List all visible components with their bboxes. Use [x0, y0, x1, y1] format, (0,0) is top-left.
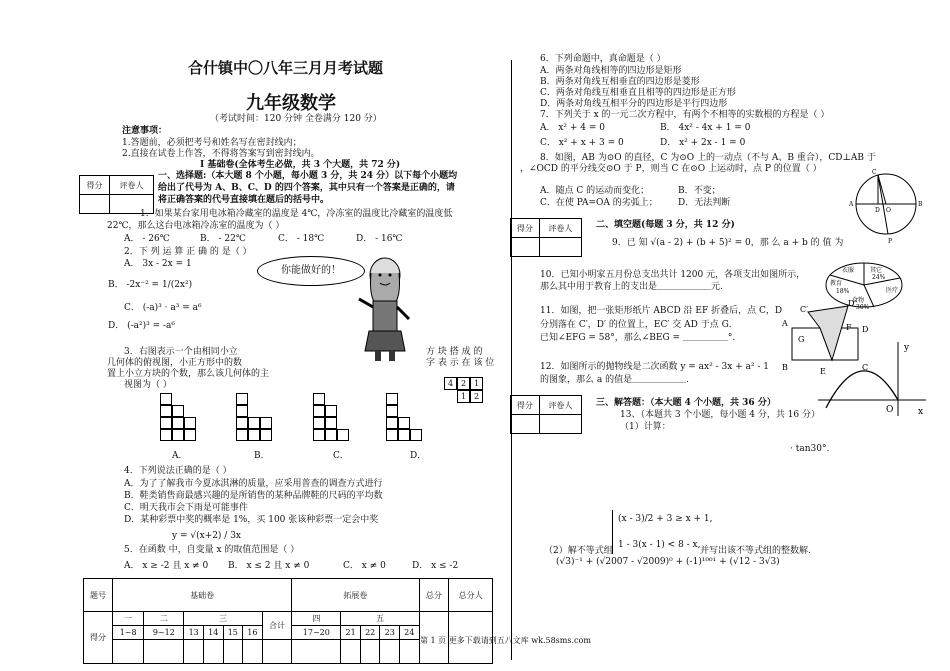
score-input-cell[interactable] — [360, 640, 380, 664]
pie-label: 30% — [856, 304, 870, 310]
grader-label: 评卷人 — [539, 396, 581, 415]
table-col: 21 — [341, 626, 361, 640]
table-col: 9~12 — [144, 626, 184, 640]
score-input-cell[interactable] — [341, 640, 361, 664]
circle-label: B — [918, 201, 923, 208]
score-input-cell[interactable] — [262, 640, 292, 664]
table-col: 16 — [243, 626, 263, 640]
page-footer: 第 1 页 更多下载请到五八文库 wk.58sms.com — [420, 636, 591, 645]
top-view-cell: 2 — [470, 390, 483, 403]
score-label: 得分 — [80, 176, 110, 195]
part1-heading: Ⅰ 基础卷(全体考生必做，共 3 个大题，共 72 分) — [200, 160, 401, 170]
q8-option-b: B．不变； — [678, 186, 721, 196]
table-header-basic: 基础卷 — [113, 579, 292, 612]
q1-line1: 1．如果某台家用电冰箱冷藏室的温度是 4℃，冷冻室的温度比冷藏室的温度低 — [140, 209, 453, 219]
table-col: 14 — [203, 626, 223, 640]
score-input-cell[interactable] — [399, 640, 419, 664]
q6-stem: 6．下列命题中，真命题是（ ） — [540, 54, 666, 64]
q3-right1: 方 块 搭 成 的 — [426, 347, 483, 357]
grader-label: 评卷人 — [539, 219, 581, 238]
axis-label: x — [918, 407, 924, 417]
q8-line1: 8．如图，AB 为⊙O 的直径，C 为⊙O 上的一动点（不与 A、B 重合），CD⊥AB 于 — [540, 153, 876, 163]
q4-option-b: B．鞋类销售商最感兴趣的是所销售的某种品牌鞋的尺码的平均数 — [124, 491, 383, 501]
score-box-sec3 — [510, 395, 582, 434]
pie-label: 衣服 — [842, 267, 855, 274]
table-col: 1~8 — [113, 626, 144, 640]
table-col: 13 — [184, 626, 204, 640]
top-view-cell: 4 — [444, 377, 457, 390]
sec1-line3: 将正确答案的代号直接填在题后的括号中。 — [158, 195, 330, 205]
grader-cell[interactable] — [539, 238, 581, 257]
q13-line2: （1）计算： — [620, 422, 671, 432]
q8-line2: ，∠OCD 的平分线交⊙O 于 P，则当 C 在⊙O 上运动时，点 P 的位置（ ） — [520, 164, 822, 174]
q5-stem: 5．在函数 中，自变量 x 的取值范围是（ ） — [124, 545, 300, 555]
sec3-heading: 三、解答题：（本大题 4 个小题，共 36 分） — [596, 398, 776, 408]
q3-option-c: C． — [333, 451, 349, 461]
score-cell[interactable] — [511, 238, 540, 257]
school-title: 合什镇中〇八年三月月考试题 — [188, 59, 384, 77]
q1-option-b: B． - 22℃ — [200, 234, 246, 244]
q1-option-a: A． - 26℃ — [124, 234, 170, 244]
q5-option-b: B． x ≤ 2 且 x ≠ 0 — [228, 561, 310, 571]
q3-option-d: D． — [410, 451, 427, 461]
q13-part2-label: （2）解不等式组 — [544, 546, 613, 556]
sec1-line2: 给出了代号为 A、B、C、D 的四个答案，其中只有一个答案是正确的，请 — [158, 183, 455, 193]
q10-line1: 10．已知小明家五月份总支出共计 1200 元，各项支出如图所示， — [540, 270, 806, 280]
table-col: 23 — [380, 626, 400, 640]
grader-cell[interactable] — [539, 415, 581, 434]
q3-line4: 视图为（ ） — [124, 380, 172, 390]
top-view-cell: 1 — [457, 390, 470, 403]
score-input-cell[interactable] — [223, 640, 243, 664]
q13-system-line2: 1 - 3(x - 1) < 8 - x, — [618, 540, 701, 550]
score-box-sec2 — [510, 218, 582, 257]
note-1: 1.答题前，必须把考号和姓名写在密封线内； — [122, 138, 302, 148]
table-section: 五 — [341, 612, 419, 626]
circle-label: P — [888, 238, 893, 245]
score-cell[interactable] — [80, 195, 110, 214]
notes-heading: 注意事项： — [122, 126, 168, 136]
q7-option-c: C． x² + x + 3 = 0 — [540, 138, 624, 148]
q5-option-d: D． x ≤ -2 — [412, 561, 459, 571]
circle-label: O — [886, 207, 891, 214]
q13-part2-tail: 并写出该不等式组的整数解. — [700, 546, 811, 556]
pie-label: 医疗 — [886, 287, 899, 294]
score-label: 得分 — [511, 219, 540, 238]
q2-option-c: C． (-a)³ · a³ = a⁶ — [124, 303, 202, 313]
q8-option-c: C．在使 PA=OA 的劣弧上； — [540, 198, 658, 208]
table-section: 一 — [113, 612, 144, 626]
score-input-cell[interactable] — [243, 640, 263, 664]
score-input-cell[interactable] — [144, 640, 184, 664]
q3-line3: 置上小立方块的个数，那么该几何体的主 — [107, 369, 270, 379]
q4-option-c: C．明天我市会下雨是可能事件 — [124, 503, 248, 513]
circle-label: D — [875, 207, 880, 214]
q2-option-a: A． 3x - 2x = 1 — [124, 259, 192, 269]
sec1-line1: 一、选择题:（本大题 8 个小题，每小题 3 分，共 24 分）以下每个小题均 — [158, 171, 458, 181]
sec2-heading: 二、填空题(每题 3 分，共 12 分) — [596, 220, 735, 230]
table-section: 二 — [144, 612, 184, 626]
q3-line1: 3．右图表示一个由相同小立 — [124, 347, 238, 357]
note-2: 2.直接在试卷上作答，不得将答案写到密封线内。 — [122, 149, 320, 159]
score-input-cell[interactable] — [380, 640, 400, 664]
speech-text: 你能做好的！ — [281, 265, 341, 276]
grader-label: 评卷人 — [109, 176, 153, 195]
q8-option-d: D．无法判断 — [678, 198, 731, 208]
q4-option-a: A．为了了解我市今夏冰淇淋的质量，应采用普查的调查方式进行 — [124, 479, 383, 489]
fold-label: D — [862, 325, 869, 334]
q6-option-d: D．两条对角线互相平分的四边形是平行四边形 — [540, 99, 728, 109]
exam-info: （考试时间：120 分钟 全卷满分 120 分） — [210, 114, 382, 124]
fold-label: C — [862, 363, 869, 372]
q5-option-a: A． x ≥ -2 且 x ≠ 0 — [124, 561, 209, 571]
q7-stem: 7．下列关于 x 的一元二次方程中，有两个不相等的实数根的方程是（ ） — [540, 110, 830, 120]
table-section: 三 — [184, 612, 262, 626]
parabola-figure — [818, 340, 928, 418]
q3-right2: 字 表 示 在 该 位 — [426, 358, 495, 368]
fold-label: A — [782, 319, 788, 328]
column-divider — [511, 60, 512, 660]
table-col: 15 — [223, 626, 243, 640]
q6-option-a: A．两条对角线相等的四边形是矩形 — [540, 66, 682, 76]
table-section: 合计 — [262, 612, 292, 640]
score-input-cell[interactable] — [292, 640, 341, 664]
pie-label: 其它 — [870, 267, 883, 274]
circle-figure — [848, 166, 928, 246]
q13-line1: 13、（本题共 3 个小题，每小题 4 分，共 16 分） — [620, 410, 821, 420]
table-header-total: 总分 — [419, 579, 449, 612]
pie-label: 教育 — [830, 280, 843, 287]
q1-line2: 22℃，那么这台电冰箱冷冻室的温度为（ ） — [107, 221, 285, 231]
q7-option-d: D． x² + 2x - 1 = 0 — [660, 138, 746, 148]
table-col: 24 — [399, 626, 419, 640]
table-col: 17~20 — [292, 626, 341, 640]
fold-label: B — [782, 363, 788, 372]
q6-option-c: C．两条对角线互相垂直且相等的四边形是正方形 — [540, 88, 736, 98]
axis-label: O — [886, 405, 894, 415]
table-header-ext: 拓展卷 — [292, 579, 419, 612]
circle-label: C — [872, 169, 877, 176]
fold-label: G — [798, 335, 805, 344]
q4-stem: 4．下列说法正确的是（ ） — [124, 466, 232, 476]
top-view-cell: 1 — [470, 377, 483, 390]
speech-bubble — [257, 256, 365, 286]
q11-line3: 已知∠EFG = 58°，那么∠BEG = ＿＿＿＿＿°. — [540, 333, 736, 343]
q1-option-c: C． - 18℃ — [278, 234, 325, 244]
fold-label: D′ — [848, 299, 857, 308]
fold-label: C′ — [800, 305, 808, 314]
q13-formula: · tan30°． — [790, 444, 836, 454]
q1-option-d: D． - 16℃ — [356, 234, 403, 244]
q11-line2: 分别落在 C′，D′ 的位置上，EC′ 交 AD 于点 G． — [540, 320, 738, 330]
pie-label: 18% — [836, 288, 850, 295]
q4-option-d: D．某种彩票中奖的概率是 1%，买 100 张该种彩票一定会中奖 — [124, 515, 379, 525]
q8-option-a: A．随点 C 的运动而变化； — [540, 186, 650, 196]
q13-system-line1: (x - 3)/2 + 3 ≥ x + 1, — [618, 514, 713, 524]
fold-label: F — [846, 323, 852, 332]
q9: 9．已 知 √(a - 2) + (b + 5)² = 0，那 么 a + b 的 值 为 — [612, 238, 844, 248]
pie-label: 24% — [872, 274, 886, 281]
q2-option-b: B． -2x⁻² = 1/(2x²) — [108, 280, 193, 290]
q2-option-d: D． (-a²)³ = -a⁶ — [108, 321, 175, 331]
q12-line1: 12．如图所示的抛物线是二次函数 y = ax² - 3x + a² - 1 — [540, 362, 769, 372]
fold-label: E — [820, 367, 826, 376]
q2-stem: 2．下 列 运 算 正 确 的 是（ ） — [124, 247, 252, 257]
score-input-cell[interactable] — [113, 640, 144, 664]
q11-line1: 11．如图，把一张矩形纸片 ABCD 沿 EF 折叠后，点 C，D — [540, 306, 783, 316]
q7-option-a: A． x² + 4 = 0 — [540, 123, 606, 133]
cartoon-girl-illustration — [355, 255, 415, 365]
q13-expression: (√3)⁻¹ + (√2007 - √2009)⁰ + (-1)¹⁰⁰¹ + (√12 - 3√3) — [556, 557, 780, 567]
q5-formula: y = √(x+2) / 3x — [172, 531, 242, 541]
q3-option-a: A． — [172, 451, 188, 461]
axis-label: y — [904, 343, 910, 353]
q5-option-c: C． x ≠ 0 — [343, 561, 386, 571]
top-view-cell: 2 — [457, 377, 470, 390]
table-score-label: 得分 — [84, 612, 113, 664]
score-cell[interactable] — [511, 415, 540, 434]
table-section: 四 — [292, 612, 341, 626]
table-col: 22 — [360, 626, 380, 640]
q3-option-b: B． — [254, 451, 270, 461]
q12-line2: 的图象，那么 a 的值是＿＿＿＿＿＿. — [540, 375, 689, 385]
q7-option-b: B． 4x² - 4x + 1 = 0 — [660, 123, 751, 133]
table-header-total-person: 总分人 — [449, 579, 493, 612]
q6-option-b: B．两条对角线互相垂直的四边形是菱形 — [540, 77, 700, 87]
score-input-cell[interactable] — [203, 640, 223, 664]
subject-title: 九年级数学 — [246, 93, 336, 114]
q10-line2: 那么其中用于教育上的支出是＿＿＿＿＿＿元. — [540, 282, 723, 292]
score-table — [83, 578, 493, 664]
pie-label: 食物 — [852, 297, 865, 304]
q3-line2: 几何体的俯视图，小正方形中的数 — [107, 358, 243, 368]
score-label: 得分 — [511, 396, 540, 415]
circle-label: A — [849, 201, 854, 208]
table-header-qnum: 题号 — [84, 579, 113, 612]
score-input-cell[interactable] — [184, 640, 204, 664]
